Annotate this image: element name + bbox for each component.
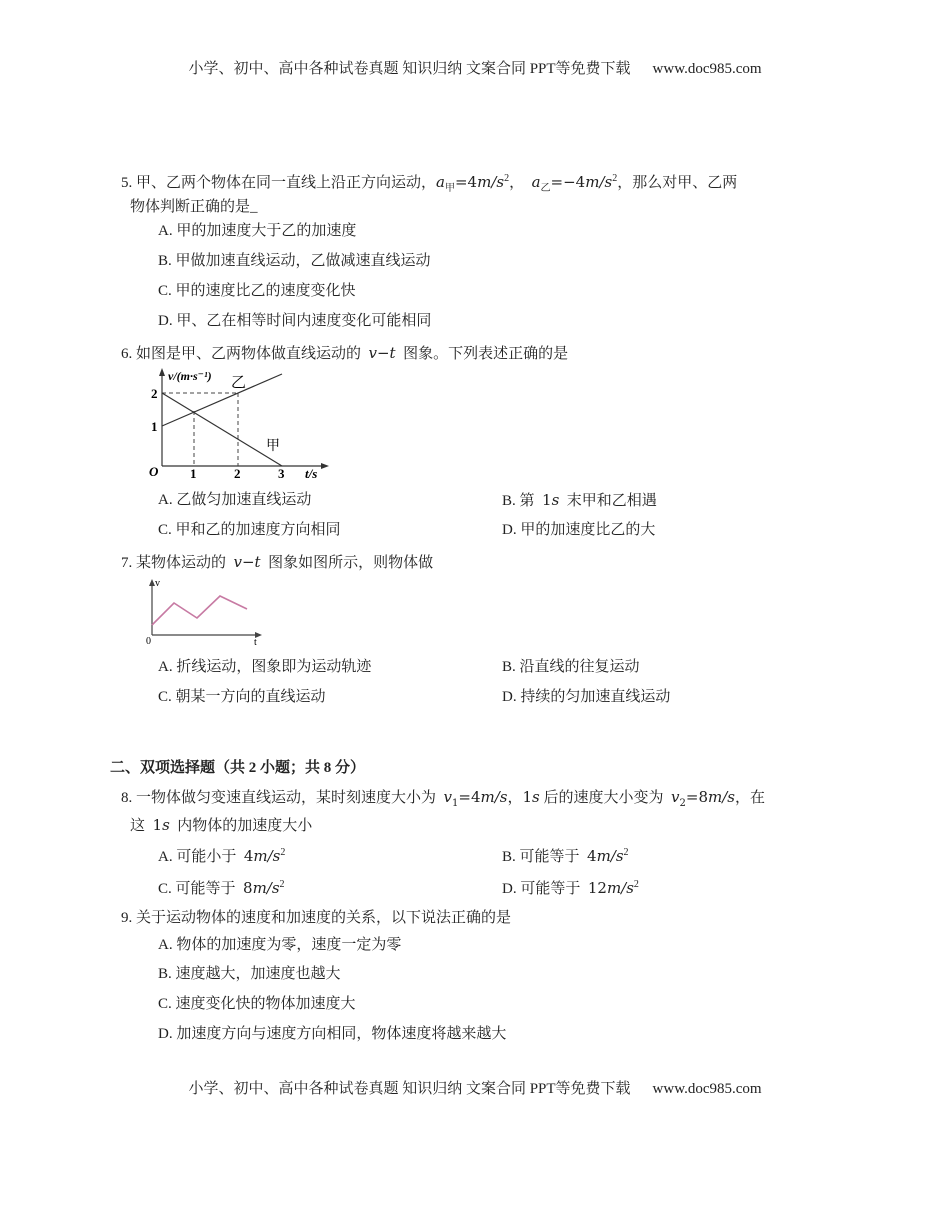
q5-a1-unit: m/s xyxy=(477,173,505,191)
q8-line2-unit: s xyxy=(162,816,170,834)
q8-b-unit: m/s xyxy=(596,847,624,865)
q5-a2-exp: 2 xyxy=(612,173,618,184)
q7-option-d[interactable]: D. 持续的匀加速直线运动 xyxy=(502,689,671,705)
q6-b-post: 末甲和乙相遇 xyxy=(566,493,657,509)
q6-b-num: 1 xyxy=(542,491,552,509)
section2-title: 二、双项选择题（共 2 小题；共 8 分） xyxy=(110,760,366,776)
q6-b-unit: s xyxy=(551,491,560,509)
q6-y-arrow xyxy=(159,368,165,376)
header-url[interactable]: www.doc985.com xyxy=(652,61,762,77)
q9-option-b[interactable]: B. 速度越大，加速度也越大 xyxy=(158,966,341,982)
q9-option-d[interactable]: D. 加速度方向与速度方向相同，物体速度将越来越大 xyxy=(158,1026,507,1042)
q5-a2-sub: 乙 xyxy=(540,183,551,194)
q8-t1: 1 xyxy=(522,788,533,806)
q5-lead: 5. 甲、乙两个物体在同一直线上沿正方向运动， xyxy=(121,175,437,191)
q5-option-a[interactable]: A. 甲的加速度大于乙的加速度 xyxy=(158,223,357,239)
q8-c-val: 8 xyxy=(243,879,253,897)
q5-option-b[interactable]: B. 甲做加速直线运动，乙做减速直线运动 xyxy=(158,253,431,269)
q6-y-tick-1: 1 xyxy=(151,419,158,434)
header-text: 小学、初中、高中各种试卷真题 知识归纳 文案合同 PPT等免费下载 xyxy=(188,61,631,77)
q5-a1-sub: 甲 xyxy=(444,183,455,194)
q8-c-unit: m/s xyxy=(252,879,280,897)
q5-stem-line2: 物体判断正确的是_ xyxy=(130,199,258,215)
page-footer xyxy=(0,1077,950,1098)
q6-option-b[interactable] xyxy=(502,490,657,511)
q8-b-exp: 2 xyxy=(623,847,629,858)
q8-line2-pre: 这 xyxy=(130,818,146,834)
q5-sep: ， xyxy=(509,175,525,191)
q8-option-b[interactable] xyxy=(502,843,629,867)
q5-a1-symbol: a xyxy=(436,173,445,191)
q8-mid1: ， xyxy=(507,790,523,806)
q5-a1-exp: 2 xyxy=(504,173,510,184)
q8-v1-sub: 1 xyxy=(452,798,459,809)
q7-polyline xyxy=(152,596,247,625)
q8-a-unit: m/s xyxy=(253,847,281,865)
q8-b-pre: B. 可能等于 xyxy=(502,849,580,865)
q8-v2-symbol: v xyxy=(671,788,680,806)
q6-option-c[interactable]: C. 甲和乙的加速度方向相同 xyxy=(158,522,341,538)
q6-vt: v−t xyxy=(368,344,396,362)
q7-x-label: t xyxy=(254,637,257,647)
q7-option-a[interactable]: A. 折线运动，图象即为运动轨迹 xyxy=(158,659,372,675)
q8-d-pre: D. 可能等于 xyxy=(502,881,581,897)
q7-stem xyxy=(121,552,433,573)
q8-tail: ，在 xyxy=(734,790,765,806)
q8-option-a[interactable] xyxy=(158,843,285,867)
q7-vt-graph xyxy=(142,577,267,647)
q7-lead: 7. 某物体运动的 xyxy=(121,555,227,571)
q6-x-tick-1: 1 xyxy=(190,466,197,481)
q8-d-unit: m/s xyxy=(606,879,634,897)
q6-line-yi-label: 乙 xyxy=(231,375,247,391)
q6-x-tick-2: 2 xyxy=(234,466,241,481)
q8-line2-num: 1 xyxy=(152,816,163,834)
q6-tail: 图象。下列表述正确的是 xyxy=(403,346,569,362)
q5-a2-unit: m/s xyxy=(585,173,613,191)
q8-stem-line2 xyxy=(130,815,312,836)
q8-b-val: 4 xyxy=(587,847,597,865)
page-header xyxy=(0,57,950,78)
q8-a-val: 4 xyxy=(243,847,254,865)
q6-vt-graph xyxy=(140,364,350,484)
q8-a-exp: 2 xyxy=(280,847,286,858)
q6-option-a[interactable]: A. 乙做匀加速直线运动 xyxy=(158,492,312,508)
q8-lead: 8. 一物体做匀变速直线运动，某时刻速度大小为 xyxy=(121,790,437,806)
q7-option-c[interactable]: C. 朝某一方向的直线运动 xyxy=(158,689,326,705)
q8-stem xyxy=(121,787,765,814)
q6-b-pre: B. 第 xyxy=(502,493,535,509)
q8-line2-post: 内物体的加速度大小 xyxy=(177,818,313,834)
q8-v2-value: =8 xyxy=(685,788,708,806)
q8-v2-sub: 2 xyxy=(679,798,686,809)
footer-url[interactable]: www.doc985.com xyxy=(652,1081,762,1097)
q8-v2-unit: m/s xyxy=(708,788,735,806)
q6-stem xyxy=(121,343,568,364)
footer-text: 小学、初中、高中各种试卷真题 知识归纳 文案合同 PPT等免费下载 xyxy=(188,1081,631,1097)
q8-d-val: 12 xyxy=(587,879,607,897)
q7-option-b[interactable]: B. 沿直线的往复运动 xyxy=(502,659,640,675)
q8-v1-unit: m/s xyxy=(480,788,508,806)
q8-d-exp: 2 xyxy=(633,879,639,890)
q7-y-label: v xyxy=(155,578,160,589)
q6-y-label: v/(m·s⁻¹) xyxy=(168,369,212,383)
q6-line-jia-label: 甲 xyxy=(266,439,280,454)
q5-a2-symbol: a xyxy=(531,173,541,191)
q8-v1-symbol: v xyxy=(443,788,452,806)
q9-option-c[interactable]: C. 速度变化快的物体加速度大 xyxy=(158,996,356,1012)
q8-option-d[interactable] xyxy=(502,875,639,899)
q8-mid2: 后的速度大小变为 xyxy=(543,790,664,806)
q6-origin: O xyxy=(149,464,159,479)
q6-x-label: t/s xyxy=(305,466,318,481)
q8-a-pre: A. 可能小于 xyxy=(158,849,237,865)
q6-x-arrow xyxy=(321,463,329,469)
q5-a1-value: =4 xyxy=(454,173,478,191)
q6-line-jia xyxy=(162,393,282,466)
q5-stem xyxy=(121,169,737,199)
q6-y-tick-2: 2 xyxy=(151,386,158,401)
q6-lead: 6. 如图是甲、乙两物体做直线运动的 xyxy=(121,346,362,362)
q7-tail: 图象如图所示，则物体做 xyxy=(268,555,434,571)
q6-option-d[interactable]: D. 甲的加速度比乙的大 xyxy=(502,522,656,538)
q5-a2-value: =−4 xyxy=(550,173,586,191)
q8-option-c[interactable] xyxy=(158,875,285,899)
q7-origin: 0 xyxy=(146,636,151,647)
q8-c-pre: C. 可能等于 xyxy=(158,881,236,897)
q8-t1-unit: s xyxy=(532,788,540,806)
q9-option-a[interactable]: A. 物体的加速度为零，速度一定为零 xyxy=(158,937,402,953)
q8-v1-value: =4 xyxy=(458,788,481,806)
q5-tail: ，那么对甲、乙两 xyxy=(617,175,738,191)
q9-stem: 9. 关于运动物体的速度和加速度的关系，以下说法正确的是 xyxy=(121,910,512,926)
q6-x-tick-3: 3 xyxy=(278,466,285,481)
q5-option-d[interactable]: D. 甲、乙在相等时间内速度变化可能相同 xyxy=(158,313,432,329)
q5-option-c[interactable]: C. 甲的速度比乙的速度变化快 xyxy=(158,283,356,299)
q7-vt: v−t xyxy=(233,553,261,571)
q8-c-exp: 2 xyxy=(279,879,285,890)
